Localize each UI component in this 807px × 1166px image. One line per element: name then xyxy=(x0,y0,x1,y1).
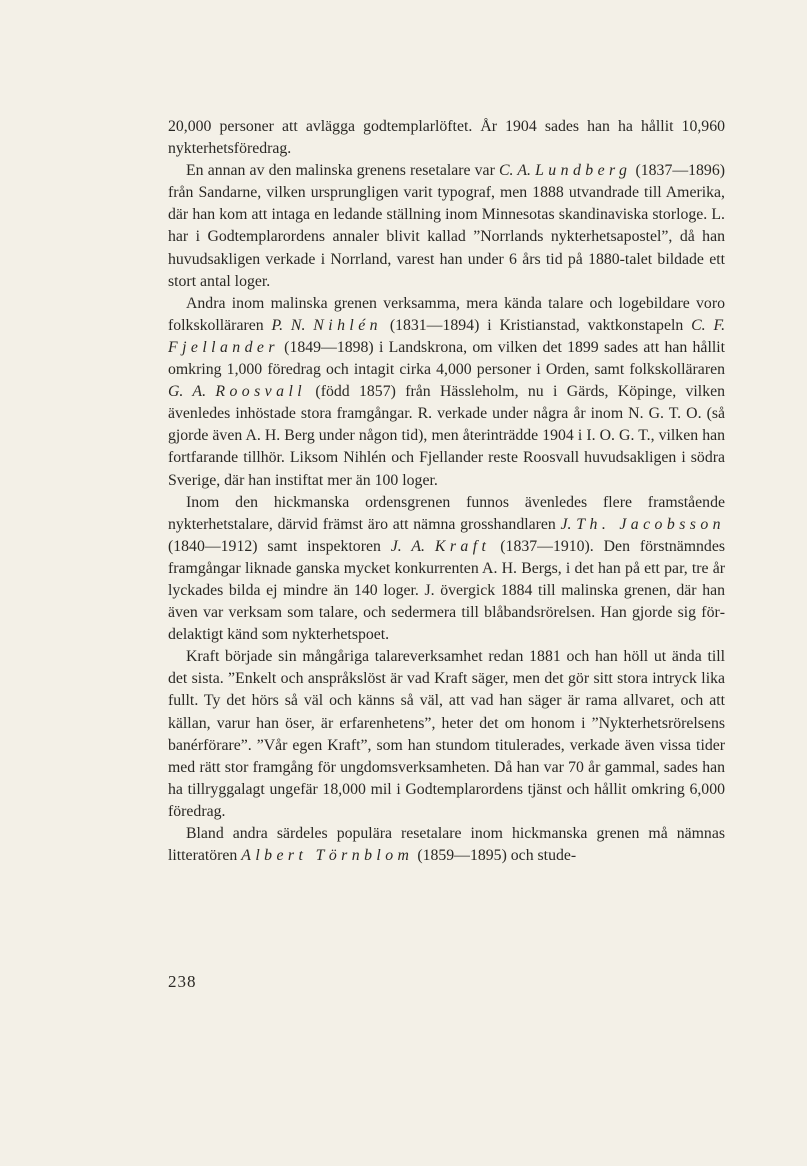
initials: P. N. xyxy=(271,316,306,334)
spaced-name: Lundberg xyxy=(535,162,632,180)
text-run: (1831—1894) i Kristianstad, vaktkonstapeln xyxy=(381,316,692,334)
text-run xyxy=(425,538,435,555)
spaced-name: Fjellander xyxy=(168,338,279,356)
paragraph xyxy=(168,116,725,160)
text-run: En annan av den malinska grenens resetalare var xyxy=(186,162,499,180)
spaced-name: Roosvall xyxy=(215,383,307,401)
paragraph xyxy=(168,823,725,867)
paragraph xyxy=(168,160,725,293)
text-run: Kraft började sin mångåriga talareverksamhet redan 1881 och han höll ut ända till det sista. ”Enkelt och anspråkslöst är vad Kraft säger, men det gör sitt stora intryck lika fullt. Ty det hörs så väl och känns så väl, att vad han säger är rama allvaret, och att källan, varur han öser, är erfarenhetens”, heter det om honom i ”Nykterhetsrörelsens banérförare”. ”Vår egen Kraft”, som han stundom titulerades, verkade även vissa tider med rätt stor framgång för ungdomsverksamheten. Då han var 70 år gammal, sades han ha tillryggalagt ungefär 18,000 mil i Godtemplarordens tjänst och hållit omkring 6,000 föredrag. xyxy=(168,648,725,820)
paragraph xyxy=(168,646,725,823)
text-run: (1840—1912) samt inspektoren xyxy=(168,537,391,555)
text-run: (1859—1895) och stude- xyxy=(413,847,577,865)
initials: C. A. xyxy=(498,162,531,180)
initials: J. A. xyxy=(390,537,425,555)
spaced-name: Kraft xyxy=(434,537,491,555)
initials: J. xyxy=(560,515,572,533)
text-run xyxy=(206,383,215,400)
text-run: Bland andra särdeles populära resetalare inom hickmanska grenen må nämnas litteratören xyxy=(168,825,725,865)
text-run: (född 1857) från Hässleholm, nu i Gärds, Köpinge, vilken ävenledes inhöstade stora framgångar. R. verkade under några år inom N. G. T. O. (så gjorde även A. H. Berg under någon tid), men återinträdde 1904 i I. O. G. T., vilken han fortfarande tillhör. Liksom Nihlén och Fjellander reste Roosvall huvudsakligen i södra Sverige, där han instiftat mer än 100 loger. xyxy=(168,383,725,489)
paragraph xyxy=(168,293,725,492)
page-number: 238 xyxy=(168,972,197,991)
text-run: Inom den hickmanska ordensgrenen funnos ävenledes flere framstående nykterhetstalare, därvid främst äro att nämna grosshandlaren xyxy=(168,493,725,533)
spaced-name: Albert Törnblom xyxy=(241,847,414,865)
text-run: (1837—1910). Den förstnämndes framgångar liknade ganska mycket konkurrenten A. H. Bergs, i det han på ett par, tre år lyckades bilda ej mindre än 140 loger. J. övergick 1884 till malinska grenen, där han även var verksam som talare, och sedermera till blåbandsrörelsen. Han gjorde sig fördelaktigt känd som nykterhetspoet. xyxy=(168,537,725,644)
spaced-name: Nihlén xyxy=(313,316,382,334)
paragraph xyxy=(168,492,725,647)
text-run: 20,000 personer att avlägga godtemplarlöftet. År 1904 sades han ha hållit 10,960 nykterhetsföredrag. xyxy=(168,118,725,158)
initials: C. F. xyxy=(691,316,726,334)
spaced-name: Th. Jacobsson xyxy=(576,515,725,533)
text-run: Andra inom malinska grenen verksamma, mera kända talare och logebildare voro folkskolläraren xyxy=(168,294,725,334)
body-text xyxy=(168,116,725,867)
text-run: (1849—1898) i Landskrona, om vilken det 1899 sades att han hållit omkring 1,000 föredrag och intagit cirka 4,000 personer i Orden, samt folkskolläraren xyxy=(168,338,725,379)
text-run: (1837—1896) från Sandarne, vilken ursprungligen varit typograf, men 1888 utvandrade till Amerika, där han kom att intaga en ledande ställning inom Minnesotas skandinaviska storloge. L. har i Godtemplarordens annaler blivit kallad ”Norrlands nykterhetsapostel”, då han huvudsakligen verkade i Norrland, varest han under 6 års tid på 1880-talet bildade ett stort antal loger. xyxy=(168,162,725,290)
initials: G. A. xyxy=(168,383,207,401)
